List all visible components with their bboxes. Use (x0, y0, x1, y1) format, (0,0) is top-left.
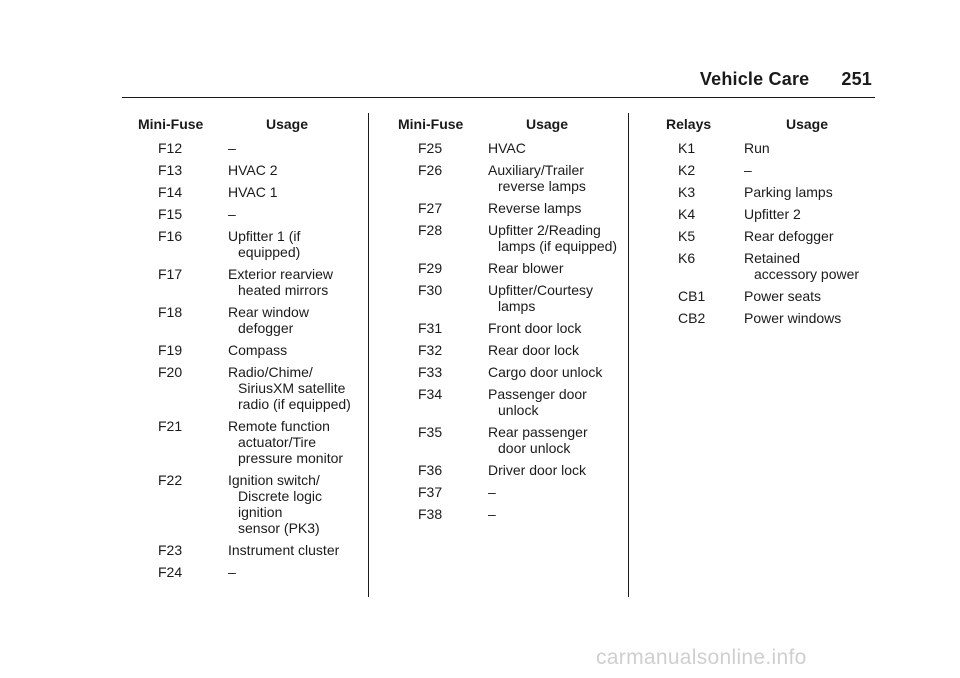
usage-line: – (744, 162, 752, 178)
fuse-usage (488, 140, 628, 156)
usage-line: – (488, 506, 496, 522)
usage-line: equipped) (238, 244, 301, 260)
header-code: Mini-Fuse (398, 116, 464, 132)
fuse-code: F28 (418, 222, 443, 238)
table-row (418, 386, 628, 418)
usage-line: Rear blower (488, 260, 564, 276)
fuse-usage (228, 564, 368, 580)
fuse-usage (488, 424, 628, 456)
fuse-code: F38 (418, 506, 443, 522)
usage-line: Front door lock (488, 320, 582, 336)
fuse-usage (228, 472, 368, 536)
fuse-usage (744, 250, 884, 282)
fuse-usage (228, 266, 368, 298)
fuse-usage (228, 228, 368, 260)
usage-line: Upfitter 1 (if (228, 228, 301, 244)
usage-line: – (228, 564, 236, 580)
usage-line: Exterior rearview (228, 266, 334, 282)
table-row (418, 506, 628, 522)
usage-line: Run (744, 140, 770, 156)
table-row (158, 266, 368, 298)
table-row (158, 228, 368, 260)
usage-line: Auxiliary/Trailer (488, 162, 584, 178)
table-row (674, 250, 884, 282)
header-usage: Usage (526, 116, 569, 132)
usage-line: Instrument cluster (228, 542, 340, 558)
fuse-usage (228, 184, 368, 200)
fuse-code: F19 (158, 342, 183, 358)
fuse-usage (744, 228, 884, 244)
table-row (158, 564, 368, 580)
table-row (158, 206, 368, 222)
fuse-code: F15 (158, 206, 183, 222)
fuse-code: CB1 (678, 288, 706, 304)
fuse-code: K6 (678, 250, 696, 266)
usage-line: Rear defogger (744, 228, 834, 244)
table-row (418, 162, 628, 194)
usage-line: Power seats (744, 288, 822, 304)
usage-line: Compass (228, 342, 288, 358)
usage-line: – (488, 484, 496, 500)
fuse-usage (744, 288, 884, 304)
table-row (418, 364, 628, 380)
header-code: Relays (666, 116, 712, 132)
watermark: carmanualsonline.info (596, 646, 807, 669)
fuse-usage (228, 162, 368, 178)
table-row (158, 184, 368, 200)
relay-table-column (666, 116, 884, 326)
fuse-code: F37 (418, 484, 443, 500)
fuse-code: CB2 (678, 310, 706, 326)
table-header (398, 116, 628, 134)
table-row (418, 342, 628, 358)
table-row (674, 310, 884, 326)
usage-line: Rear passenger (488, 424, 588, 440)
table-row (418, 424, 628, 456)
fuse-code: F31 (418, 320, 443, 336)
usage-line: Reverse lamps (488, 200, 582, 216)
table-row (418, 462, 628, 478)
fuse-usage (488, 364, 628, 380)
fuse-usage (744, 310, 884, 326)
table-row (418, 222, 628, 254)
page-header (700, 69, 872, 90)
column-divider-1 (368, 113, 369, 597)
fuse-code: F12 (158, 140, 183, 156)
fuse-code: F34 (418, 386, 443, 402)
fuse-code: K4 (678, 206, 696, 222)
section-title: Vehicle Care (699, 69, 810, 89)
table-row (418, 140, 628, 156)
fuse-usage (488, 162, 628, 194)
usage-line: HVAC 1 (228, 184, 278, 200)
fuse-code: F23 (158, 542, 183, 558)
table-row (158, 342, 368, 358)
fuse-table-column-2 (398, 116, 628, 522)
usage-line: Retained (744, 250, 801, 266)
usage-line: Upfitter 2/Reading (488, 222, 601, 238)
table-row (418, 320, 628, 336)
usage-line: door unlock (498, 440, 571, 456)
fuse-code: F21 (158, 418, 183, 434)
table-row (674, 140, 884, 156)
fuse-code: F36 (418, 462, 443, 478)
header-usage: Usage (266, 116, 309, 132)
table-row (418, 282, 628, 314)
usage-line: ignition (238, 504, 283, 520)
table-row (674, 184, 884, 200)
fuse-usage (744, 206, 884, 222)
fuse-code: F35 (418, 424, 443, 440)
usage-line: Passenger door (488, 386, 587, 402)
fuse-usage (744, 162, 884, 178)
usage-line: lamps (if equipped) (498, 238, 618, 254)
usage-line: pressure monitor (238, 450, 344, 466)
usage-line: – (228, 140, 236, 156)
usage-line: Radio/Chime/ (228, 364, 313, 380)
usage-line: Power windows (744, 310, 842, 326)
fuse-code: F20 (158, 364, 183, 380)
usage-line: Upfitter 2 (744, 206, 801, 222)
fuse-usage (488, 462, 628, 478)
usage-line: Remote function (228, 418, 330, 434)
fuse-code: F13 (158, 162, 183, 178)
fuse-code: K2 (678, 162, 696, 178)
usage-line: lamps (498, 298, 536, 314)
fuse-usage (744, 140, 884, 156)
fuse-usage (488, 342, 628, 358)
usage-line: unlock (498, 402, 539, 418)
usage-line: – (228, 206, 236, 222)
usage-line: accessory power (754, 266, 860, 282)
table-row (158, 140, 368, 156)
table-row (158, 472, 368, 536)
usage-line: HVAC (488, 140, 526, 156)
fuse-code: F17 (158, 266, 183, 282)
fuse-code: F27 (418, 200, 443, 216)
fuse-usage (228, 542, 368, 558)
table-row (158, 304, 368, 336)
usage-line: Discrete logic (238, 488, 323, 504)
fuse-usage (488, 200, 628, 216)
usage-line: Upfitter/Courtesy (488, 282, 594, 298)
table-row (158, 542, 368, 558)
fuse-table-column-1 (138, 116, 368, 580)
table-header (666, 116, 884, 134)
usage-line: Rear window (228, 304, 309, 320)
header-usage: Usage (786, 116, 829, 132)
usage-line: radio (if equipped) (238, 396, 351, 412)
fuse-usage (228, 364, 368, 412)
usage-line: Rear door lock (488, 342, 580, 358)
table-row (158, 162, 368, 178)
fuse-code: K1 (678, 140, 696, 156)
table-row (418, 260, 628, 276)
usage-line: reverse lamps (498, 178, 586, 194)
table-row (158, 364, 368, 412)
usage-line: Driver door lock (488, 462, 587, 478)
fuse-usage (228, 304, 368, 336)
fuse-code: K5 (678, 228, 696, 244)
fuse-code: F30 (418, 282, 443, 298)
fuse-usage (228, 418, 368, 466)
table-row (418, 200, 628, 216)
fuse-code: F14 (158, 184, 183, 200)
fuse-usage (228, 206, 368, 222)
fuse-usage (744, 184, 884, 200)
column-divider-2 (628, 113, 629, 597)
fuse-code: F26 (418, 162, 443, 178)
header-rule (122, 97, 875, 98)
fuse-usage (488, 320, 628, 336)
fuse-code: F18 (158, 304, 183, 320)
fuse-usage (488, 222, 628, 254)
usage-line: Parking lamps (744, 184, 833, 200)
table-row (418, 484, 628, 500)
fuse-code: F25 (418, 140, 443, 156)
table-row (674, 206, 884, 222)
usage-line: actuator/Tire (238, 434, 317, 450)
fuse-code: F33 (418, 364, 443, 380)
usage-line: SiriusXM satellite (238, 380, 346, 396)
usage-line: sensor (PK3) (238, 520, 320, 536)
table-row (674, 228, 884, 244)
fuse-usage (228, 140, 368, 156)
fuse-code: F16 (158, 228, 183, 244)
header-code: Mini-Fuse (138, 116, 204, 132)
table-row (674, 288, 884, 304)
table-row (674, 162, 884, 178)
usage-line: Cargo door unlock (488, 364, 603, 380)
fuse-usage (488, 484, 628, 500)
fuse-code: F29 (418, 260, 443, 276)
page-number: 251 (841, 69, 872, 89)
table-header (138, 116, 368, 134)
fuse-code: F32 (418, 342, 443, 358)
fuse-code: K3 (678, 184, 696, 200)
fuse-code: F22 (158, 472, 183, 488)
usage-line: Ignition switch/ (228, 472, 320, 488)
fuse-code: F24 (158, 564, 183, 580)
fuse-usage (488, 282, 628, 314)
usage-line: HVAC 2 (228, 162, 278, 178)
fuse-usage (488, 386, 628, 418)
fuse-usage (228, 342, 368, 358)
table-row (158, 418, 368, 466)
fuse-usage (488, 260, 628, 276)
fuse-usage (488, 506, 628, 522)
usage-line: heated mirrors (238, 282, 329, 298)
usage-line: defogger (238, 320, 294, 336)
